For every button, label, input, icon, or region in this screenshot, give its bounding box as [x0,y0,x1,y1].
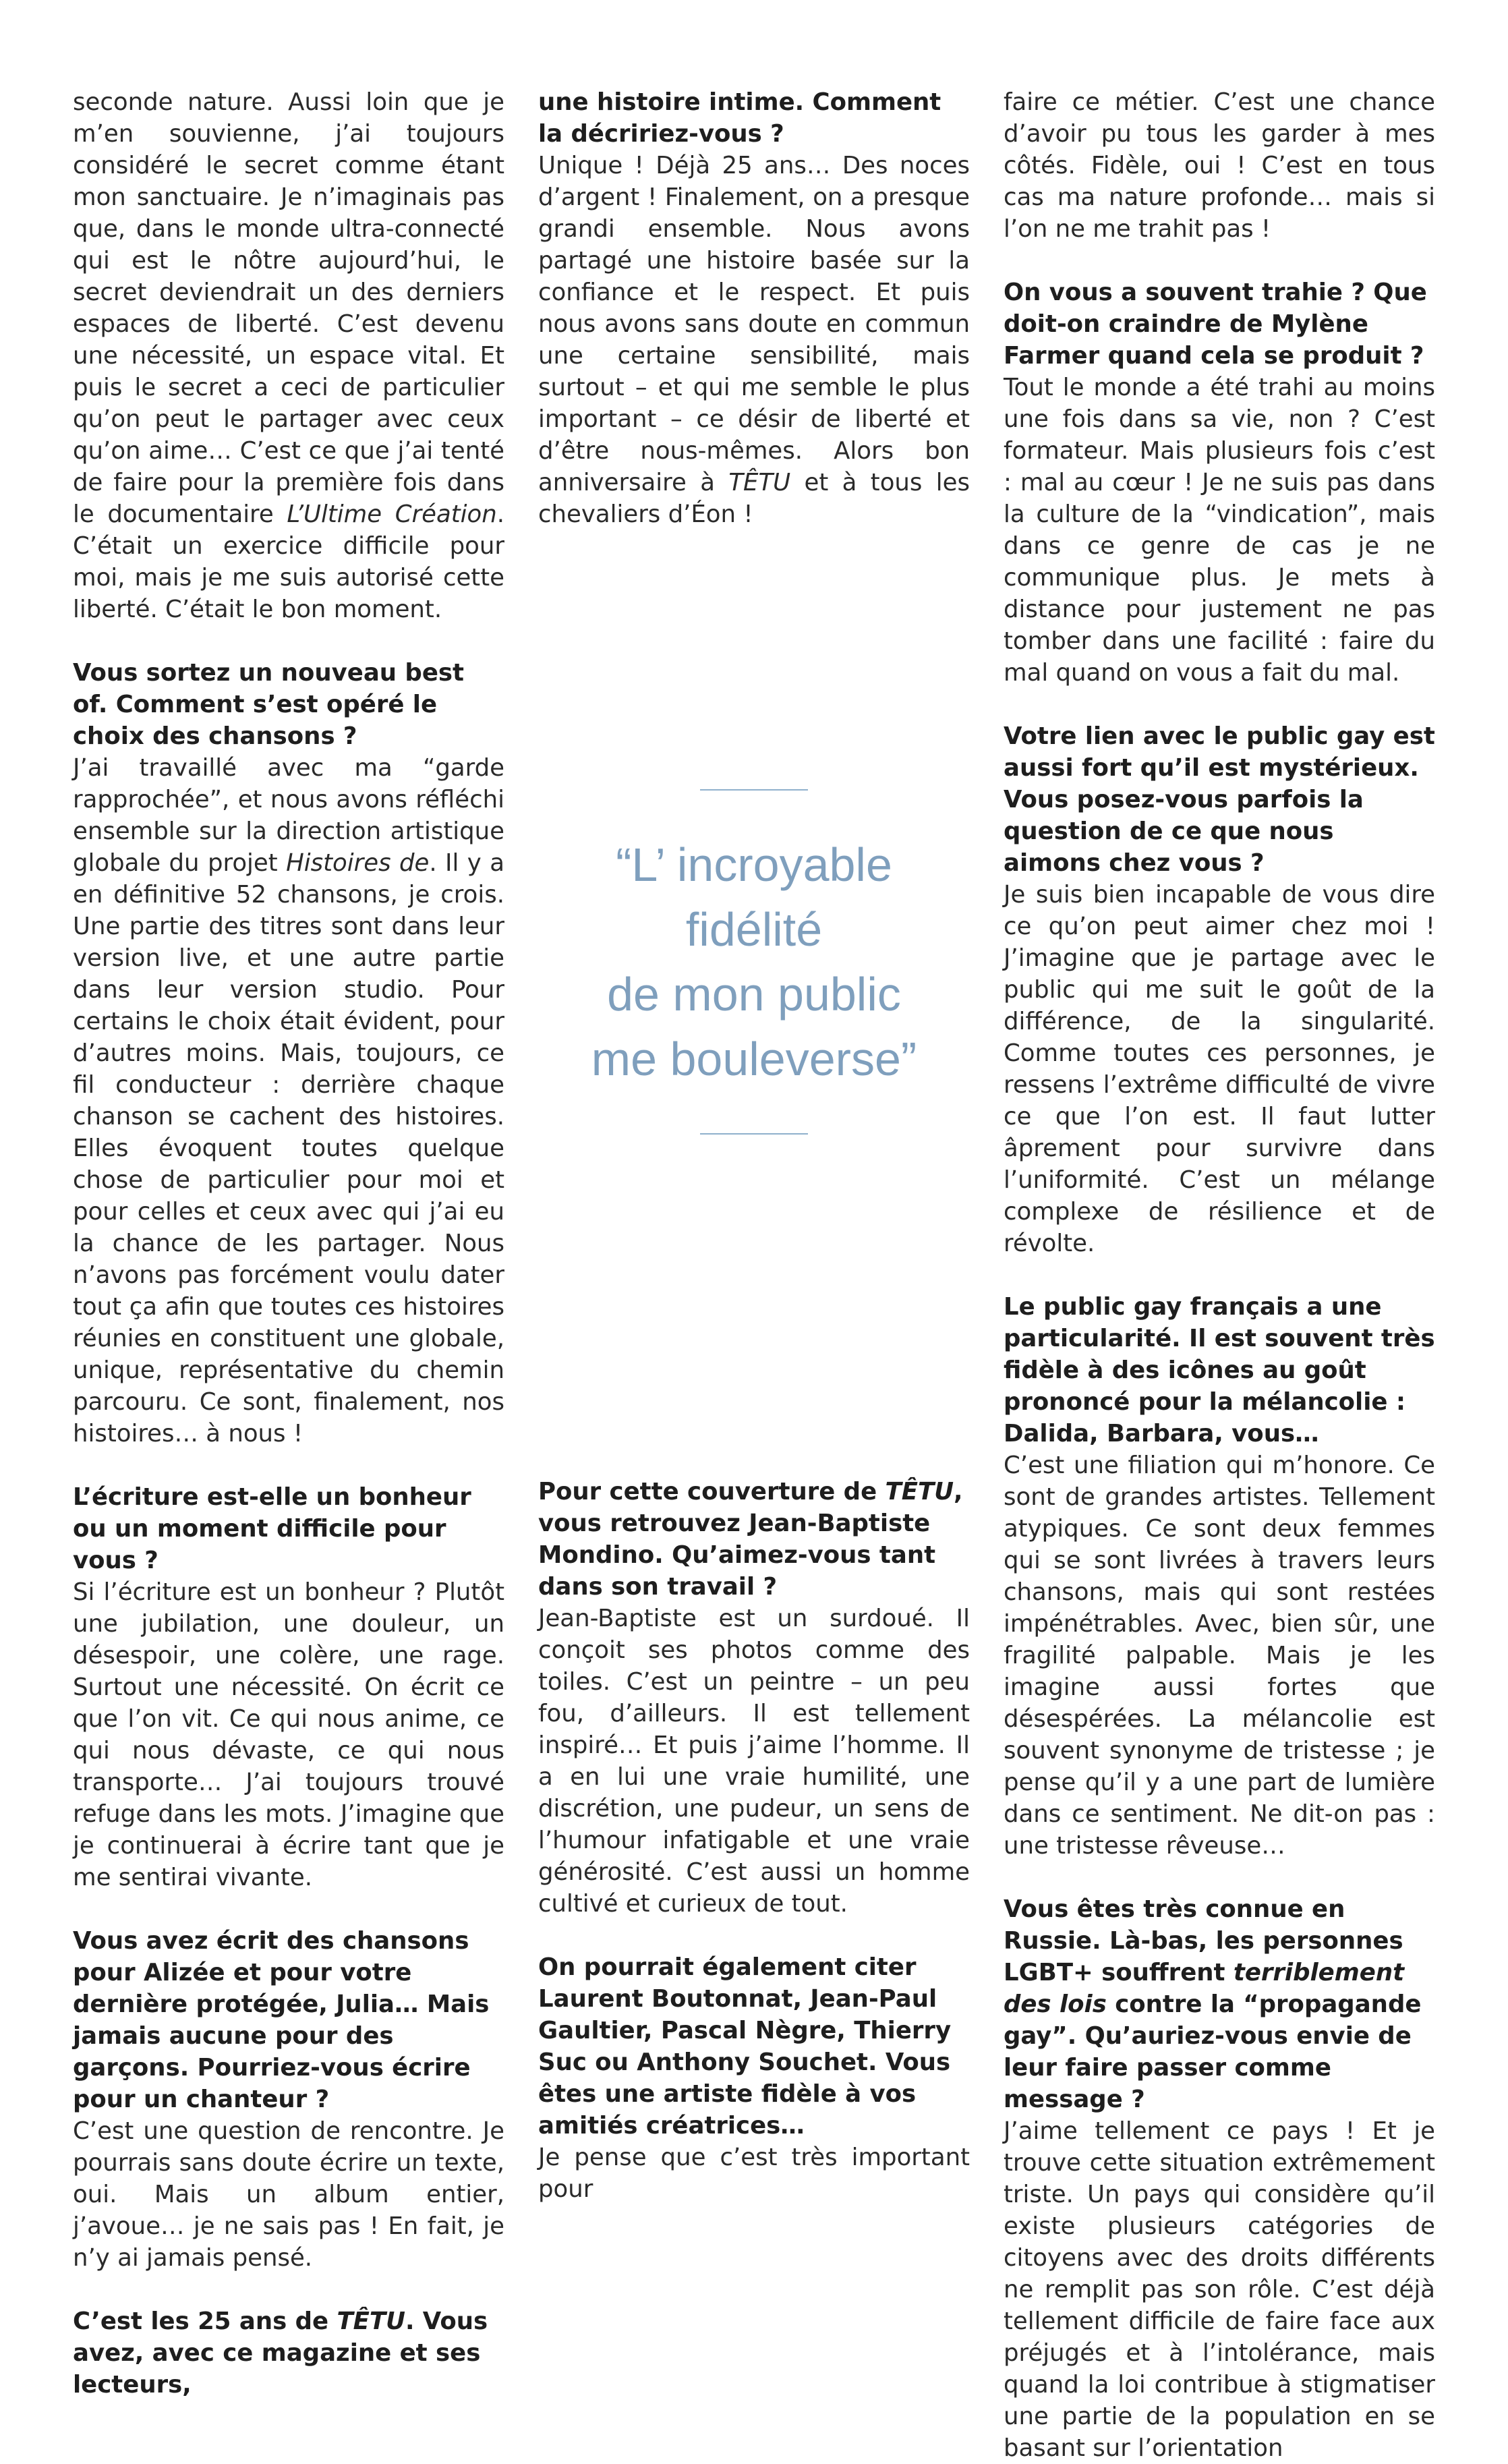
text-run: Vous avez écrit des chansons pour Alizée et pour votre dernière protégée, Julia… Mais jamais aucune pour des garçons. Pourriez-vous écrire pour un chanteur ? [73,1927,490,2113]
pull-quote-top-rule [700,789,808,791]
text-run: et à tous les chevaliers d’Éon ! [538,469,970,528]
text-run: C’est une filiation qui m’honore. Ce sont de grandes artistes. Tellement atypiques. Ce sont deux femmes qui se sont livrées à travers leurs chansons, mais qui sont restées impénétrables. Avec, bien sûr, une fragilité palpable. Mais je les imagine aussi fortes que désespérées. La mélancolie est souvent synonyme de tristesse ; je pense qu’il y a une part de lumière dans ce sentiment. Ne dit-on pas : une tristesse rêveuse… [1004,1452,1435,1860]
text-run: On pourrait également citer Laurent Boutonnat, Jean-Paul Gaultier, Pascal Nègre, Thierry Suc ou Anthony Souchet. Vous êtes une artiste fidèle à vos amitiés créatrices… [538,1953,952,2140]
text-run: . Vous avez, avec ce magazine et ses lecteurs, [73,2308,488,2399]
pull-quote-line: me bouleverse” [591,1033,917,1085]
text-run: une histoire intime. Comment la décririez-vous ? [538,88,941,148]
text-run: On vous a souvent trahie ? Que doit-on craindre de Mylène Farmer quand cela se produit ? [1004,279,1427,370]
paragraph-gap [1004,1259,1435,1291]
paragraph-gap [1004,245,1435,277]
paragraph-gap [1004,1862,1435,1893]
interview-answer [538,150,970,530]
text-run: Votre lien avec le public gay est aussi fort qu’il est mystérieux. Vous posez-vous parfois la question de ce que nous aimons chez vous ? [1004,722,1435,877]
column-1 [73,86,504,2401]
text-run: J’ai travaillé avec ma “garde rapprochée”, et nous avons réfléchi ensemble sur la direction artistique globale du projet [73,754,504,877]
interview-answer [1004,1450,1435,1862]
paragraph-gap [538,1920,970,1951]
text-run: L’écriture est-elle un bonheur ou un moment difficile pour vous ? [73,1483,471,1574]
pull-quote-line: “L’ incroyable [616,838,892,891]
italic-text-run: TÊTU [885,1478,954,1506]
text-run: C’est une question de rencontre. Je pourrais sans doute écrire un texte, oui. Mais un album entier, j’avoue… je ne sais pas ! En fait, je n’y ai jamais pensé. [73,2117,504,2272]
paragraph-gap [73,2274,504,2305]
interview-answer [1004,879,1435,1259]
italic-text-run: L’Ultime Création [287,500,497,528]
text-run: Jean-Baptiste est un surdoué. Il conçoit ses photos comme des toiles. C’est un peintre – un peu fou, d’ailleurs. Il est tellement inspiré… Et puis j’aime l’homme. Il a en lui une vraie humilité, une discrétion, une pudeur, un sens de l’humour infatigable et une vraie générosité. C’est aussi un homme cultivé et curieux de tout. [538,1605,970,1918]
interview-answer [73,752,504,1450]
text-run: Pour cette couverture de [538,1478,886,1506]
text-run: Vous êtes très connue en Russie. Là-bas, les personnes LGBT+ souffrent [1004,1895,1403,1986]
text-run: Vous sortez un nouveau best of. Comment s’est opéré le choix des chansons ? [73,659,465,750]
text-run: , vous retrouvez Jean-Baptiste Mondino. Qu’aimez-vous tant dans son travail ? [538,1478,963,1601]
paragraph-gap [1004,689,1435,720]
pull-quote-line: fidélité [685,903,823,956]
column-2-top [538,86,970,530]
interview-question [73,1925,504,2115]
italic-text-run: TÊTU [728,469,791,496]
italic-text-run: TÊTU [337,2308,405,2335]
interview-question [1004,1291,1435,1450]
paragraph-gap [73,625,504,657]
text-run: C’est les 25 ans de [73,2308,337,2335]
text-run: . Il y a en définitive 52 chansons, je crois. Une partie des titres sont dans leur version live, et une autre partie dans leur version studio. Pour certains le choix était évident, pour d’autres moins. Mais, toujours, ce fil conducteur : derrière chaque chanson se cachent des histoires. Elles évoquent toutes quelque chose de particulier pour moi et pour celles et ceux avec qui j’ai eu la chance de les partager. Nous n’avons pas forcément voulu dater tout ça afin que toutes ces histoires réunies en constituent une globale, unique, représentative du chemin parcouru. Ce sont, finalement, nos histoires… à nous ! [73,849,504,1448]
interview-answer [1004,2115,1435,2464]
pull-quote [538,832,970,1091]
text-run: J’aime tellement ce pays ! Et je trouve cette situation extrêmement triste. Un pays qui considère qu’il existe plusieurs catégories de citoyens avec des droits différents ne remplit pas son rôle. C’est déjà tellement difficile de faire face aux préjugés et à l’intolérance, mais quand la loi contribue à stigmatiser une partie de la population en se basant sur l’orientation [1004,2117,1435,2462]
pull-quote-line: de mon public [607,968,901,1021]
paragraph-gap [73,1893,504,1925]
italic-text-run: Histoires de [286,849,430,877]
interview-answer [538,1603,970,1920]
interview-question [73,1481,504,1576]
interview-answer [538,2142,970,2205]
text-run: Unique ! Déjà 25 ans… Des noces d’argent ! Finalement, on a presque grandi ensemble. Nous avons partagé une histoire basée sur la confiance et le respect. Et puis nous avons sans doute en commun une certaine sensibilité, mais surtout – et qui me semble le plus important – ce désir de liberté et d’être nous-mêmes. Alors bon anniversaire à [538,152,970,496]
interview-question [538,86,970,150]
interview-question [73,2305,504,2401]
text-run: Je suis bien incapable de vous dire ce qu’on peut aimer chez moi ! J’imagine que je partage avec le public qui me suit le goût de la différence, de la singularité. Comme toutes ces personnes, je ressens l’extrême difficulté de vivre ce que l’on est. Il faut lutter âprement pour survivre dans l’uniformité. C’est un mélange complexe de résilience et de révolte. [1004,881,1435,1257]
text-run: seconde nature. Aussi loin que je m’en souvienne, j’ai toujours considéré le secret comme étant mon sanctuaire. Je n’imaginais pas que, dans le monde ultra-connecté qui est le nôtre aujourd’hui, le secret deviendrait un des derniers espaces de liberté. C’est devenu une nécessité, un espace vital. Et puis le secret a ceci de particulier qu’on peut le partager avec ceux qu’on aime… C’est ce que j’ai tenté de faire pour la première fois dans le documentaire [73,88,504,528]
column-2-bottom [538,1476,970,2205]
interview-answer [1004,86,1435,245]
interview-question [538,1951,970,2142]
interview-question [1004,1893,1435,2115]
text-run: Si l’écriture est un bonheur ? Plutôt une jubilation, une douleur, un désespoir, une colère, une rage. Surtout une nécessité. On écrit ce que l’on vit. Ce qui nous anime, ce qui nous dévaste, ce qui nous transporte… J’ai toujours trouvé refuge dans les mots. J’imagine que je continuerai à écrire tant que je me sentirai vivante. [73,1578,504,1891]
interview-answer [1004,372,1435,689]
text-run: Tout le monde a été trahi au moins une fois dans sa vie, non ? C’est formateur. Mais plusieurs fois c’est : mal au cœur ! Je ne suis pas dans la culture de la “vindication”, mais dans ce genre de cas je ne communique plus. Je mets à distance pour justement ne pas tomber dans une facilité : faire du mal quand on vous a fait du mal. [1004,374,1435,687]
interview-answer [73,1576,504,1893]
text-run: faire ce métier. C’est une chance d’avoir pu tous les garder à mes côtés. Fidèle, oui ! C’est en tous cas ma nature profonde… mais si l’on ne me trahit pas ! [1004,88,1435,243]
text-run: Le public gay français a une particularité. Il est souvent très fidèle à des icônes au goût prononcé pour la mélancolie : Dalida, Barbara, vous… [1004,1293,1435,1448]
pull-quote-bottom-rule [700,1133,808,1135]
interview-question [1004,720,1435,879]
paragraph-gap [73,1450,504,1481]
text-run: Je pense que c’est très important pour [538,2144,970,2203]
column-3 [1004,86,1435,2464]
interview-answer [73,2115,504,2274]
pull-quote-block [538,789,970,1135]
text-run: contre la “propagande gay”. Qu’auriez-vous envie de leur faire passer comme message ? [1004,1990,1422,2113]
interview-answer [73,86,504,625]
interview-question [73,657,504,752]
interview-question [1004,277,1435,372]
text-run: . C’était un exercice difficile pour moi, mais je me suis autorisé cette liberté. C’était le bon moment. [73,500,504,623]
interview-question [538,1476,970,1603]
italic-text-run: terriblement des lois [1004,1959,1405,2018]
